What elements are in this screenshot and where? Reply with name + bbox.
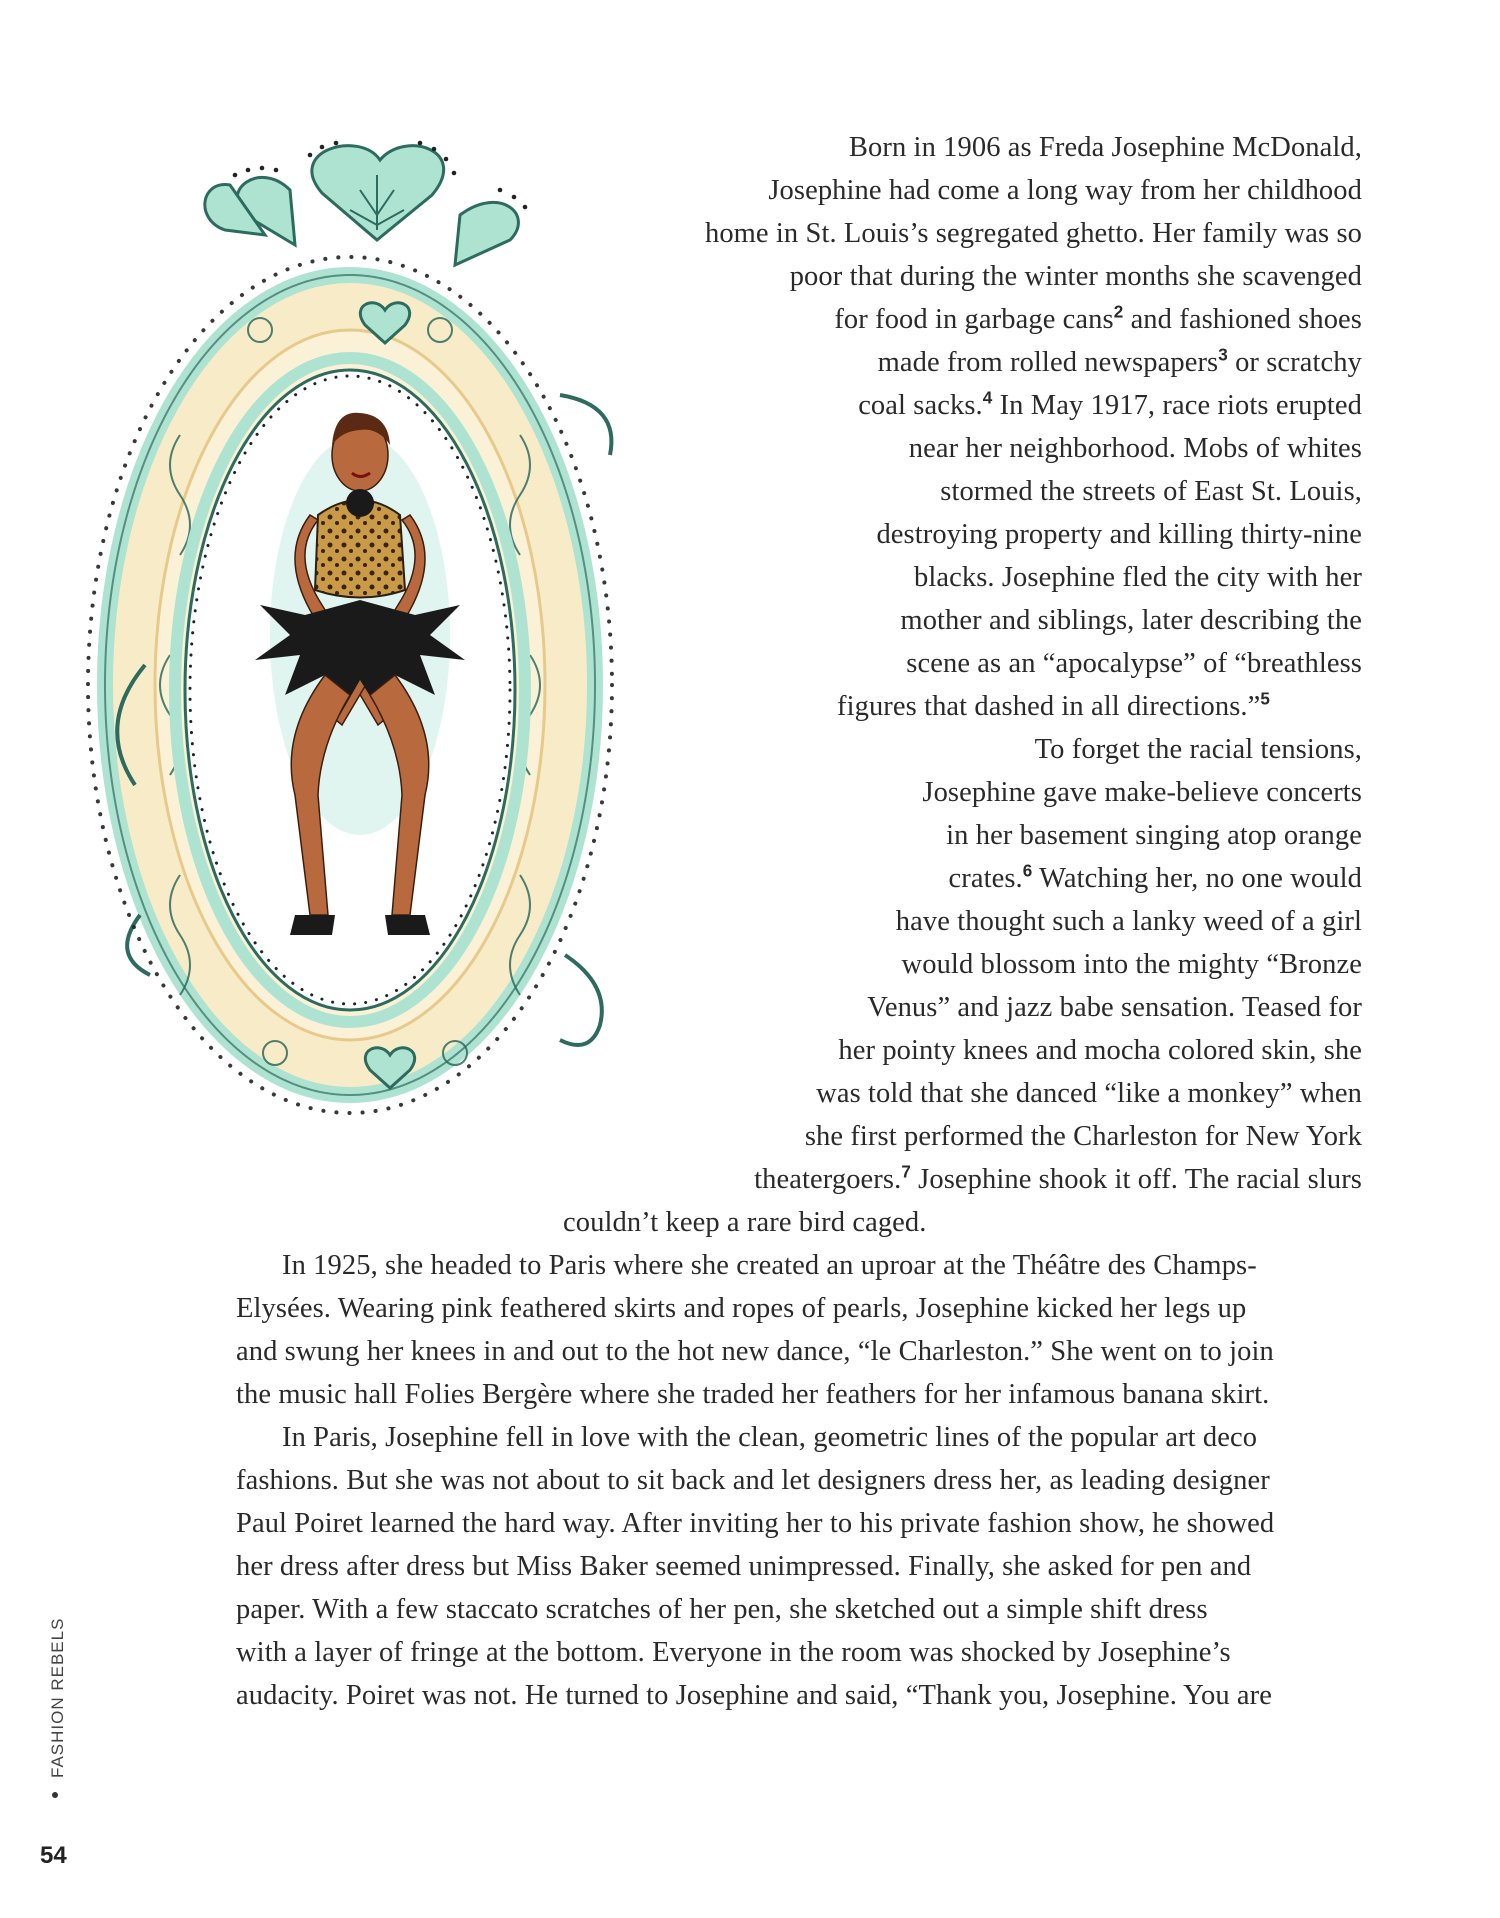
- bullet-dot: [52, 1792, 58, 1798]
- dancer-illustration: [60, 135, 620, 1170]
- ornate-oval-frame-image: [60, 135, 620, 1170]
- text-line-13: scene as an “apocalypse” of “breathless: [906, 648, 1362, 679]
- text-line-16: Josephine gave make-believe concerts: [922, 777, 1362, 808]
- text-line-37: audacity. Poiret was not. He turned to Josephine and said, “Thank you, Josephine. You are: [236, 1680, 1273, 1711]
- page-number: 54: [40, 1842, 67, 1869]
- text-line-7: coal sacks.$^4$ In May 1917, race riots erupted: [858, 388, 1362, 421]
- text-line-4: poor that during the winter months she scavenged: [789, 261, 1362, 292]
- text-line-30: the music hall Folies Bergère where she traded her feathers for her infamous banana skirt.: [236, 1379, 1270, 1410]
- text-line-21: Venus” and jazz babe sensation. Teased for: [867, 992, 1362, 1023]
- text-line-32: fashions. But she was not about to sit back and let designers dress her, as leading designer: [236, 1465, 1270, 1496]
- text-line-9: stormed the streets of East St. Louis,: [940, 476, 1362, 507]
- text-line-26: couldn’t keep a rare bird caged.: [563, 1207, 927, 1238]
- footnote-7: 7: [901, 1162, 911, 1182]
- text-line-24: she first performed the Charleston for New York: [804, 1121, 1362, 1152]
- running-header: [42, 1600, 72, 1800]
- text-line-31: In Paris, Josephine fell in love with the clean, geometric lines of the popular art deco: [282, 1422, 1258, 1453]
- text-line-36: with a layer of fringe at the bottom. Everyone in the room was shocked by Josephine’s: [236, 1637, 1231, 1668]
- text-line-3: home in St. Louis’s segregated ghetto. Her family was so: [704, 218, 1362, 249]
- footnote-5: 5: [1260, 689, 1270, 709]
- text-line-12: mother and siblings, later describing the: [900, 605, 1362, 636]
- text-line-19: have thought such a lanky weed of a girl: [895, 906, 1362, 937]
- text-line-15: To forget the racial tensions,: [1034, 734, 1362, 765]
- text-line-23: was told that she danced “like a monkey” when: [816, 1078, 1362, 1109]
- footnote-2: 2: [1113, 302, 1124, 322]
- text-line-27: In 1925, she headed to Paris where she created an uproar at the Théâtre des Champs-: [282, 1250, 1257, 1281]
- text-line-10: destroying property and killing thirty-nine: [876, 519, 1362, 550]
- footnote-4: 4: [982, 388, 993, 408]
- text-line-6: made from rolled newspapers$^3$ or scratchy: [877, 345, 1362, 378]
- text-line-1: Born in 1906 as Freda Josephine McDonald,: [848, 132, 1362, 163]
- text-line-5: for food in garbage cans$^2$ and fashioned shoes: [834, 302, 1362, 335]
- footnote-6: 6: [1022, 861, 1033, 881]
- text-line-33: Paul Poiret learned the hard way. After inviting her to his private fashion show, he showed: [236, 1508, 1275, 1539]
- text-line-11: blacks. Josephine fled the city with her: [913, 562, 1362, 593]
- text-line-20: would blossom into the mighty “Bronze: [901, 949, 1362, 980]
- text-line-34: her dress after dress but Miss Baker seemed unimpressed. Finally, she asked for pen and: [236, 1551, 1252, 1582]
- text-line-2: Josephine had come a long way from her childhood: [768, 175, 1362, 206]
- text-line-18: crates.$^6$ Watching her, no one would: [948, 861, 1362, 894]
- text-line-8: near her neighborhood. Mobs of whites: [908, 433, 1362, 464]
- text-line-17: in her basement singing atop orange: [946, 820, 1362, 851]
- footnote-3: 3: [1218, 345, 1228, 365]
- text-line-25: theatergoers.$^7$ Josephine shook it off. The racial slurs: [754, 1162, 1362, 1195]
- text-line-35: paper. With a few staccato scratches of her pen, she sketched out a simple shift dress: [236, 1594, 1208, 1625]
- running-header-label: FASHION REBELS: [48, 1617, 67, 1778]
- text-line-29: and swung her knees in and out to the hot new dance, “le Charleston.” She went on to join: [236, 1336, 1274, 1367]
- text-line-28: Elysées. Wearing pink feathered skirts and ropes of pearls, Josephine kicked her legs up: [236, 1293, 1247, 1324]
- text-line-14: figures that dashed in all directions.”$^5$: [837, 689, 1270, 722]
- text-line-22: her pointy knees and mocha colored skin, she: [838, 1035, 1362, 1066]
